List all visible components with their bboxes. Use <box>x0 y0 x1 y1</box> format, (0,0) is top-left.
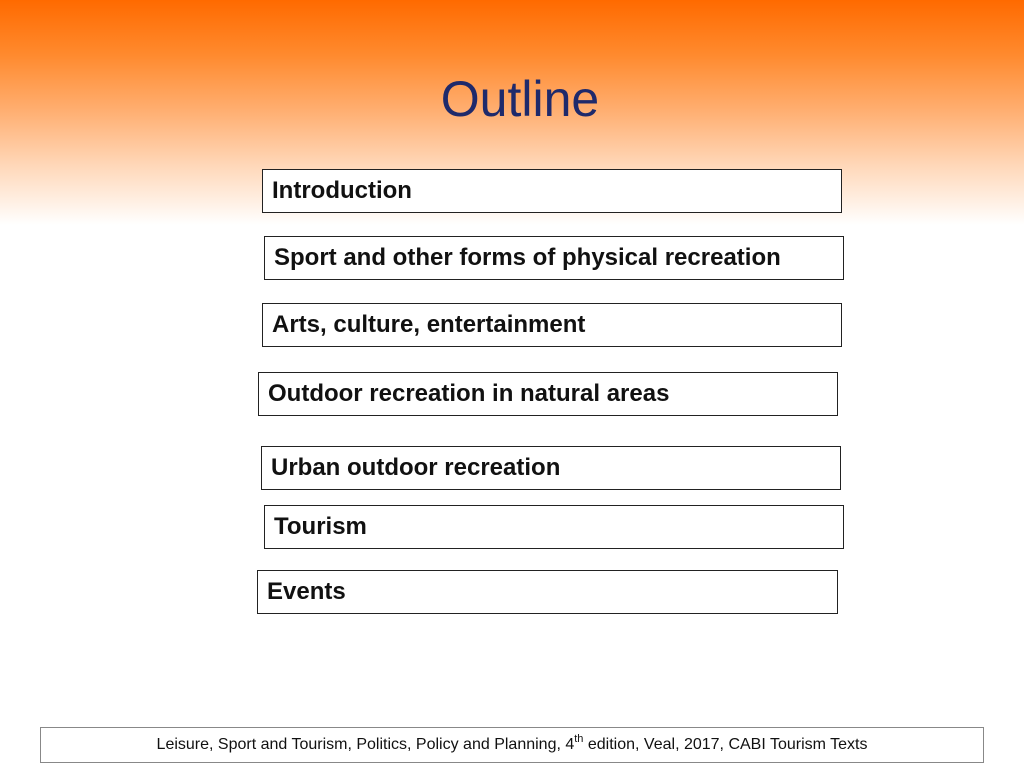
footer-text-before: Leisure, Sport and Tourism, Politics, Policy and Planning, 4 <box>156 736 575 753</box>
outline-item-outdoor-natural: Outdoor recreation in natural areas <box>258 372 838 416</box>
footer-text-after: edition, Veal, 2017, CABI Tourism Texts <box>583 736 868 753</box>
outline-item-introduction: Introduction <box>262 169 842 213</box>
footer-citation <box>40 727 984 763</box>
outline-item-arts: Arts, culture, entertainment <box>262 303 842 347</box>
outline-item-tourism: Tourism <box>264 505 844 549</box>
footer-superscript: th <box>574 732 584 745</box>
slide-title: Outline <box>440 71 600 127</box>
outline-item-urban-outdoor: Urban outdoor recreation <box>261 446 841 490</box>
outline-item-events: Events <box>257 570 838 614</box>
outline-item-sport: Sport and other forms of physical recreation <box>264 236 844 280</box>
